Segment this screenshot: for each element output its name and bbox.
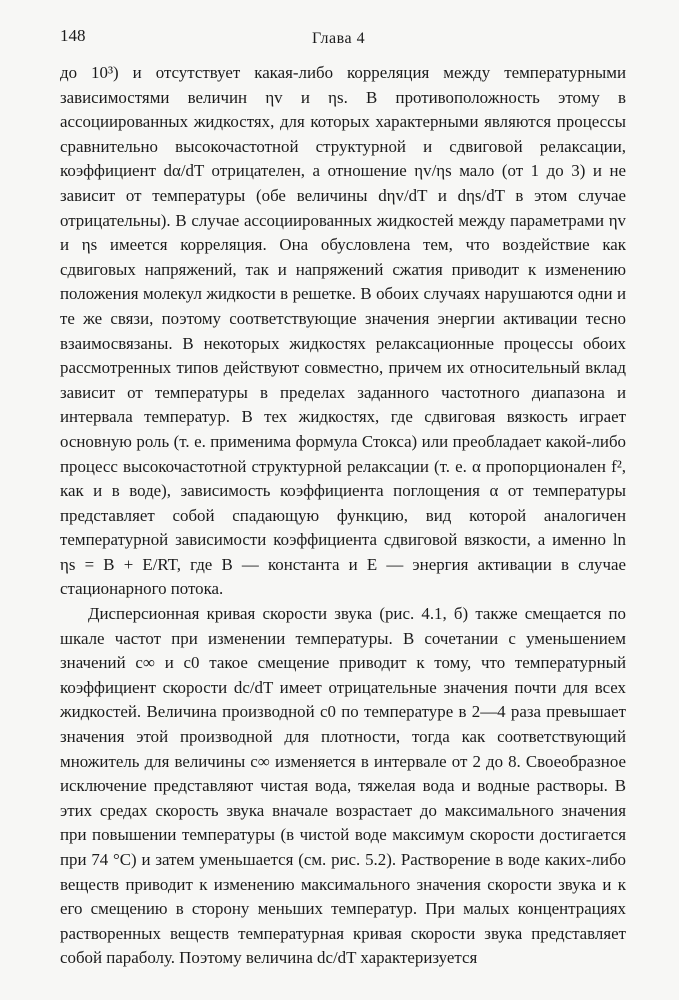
body-text	[60, 61, 626, 971]
paragraph-sound-velocity: Дисперсионная кривая скорости звука (рис. 4.1, б) также смещается по шкале частот при изменении температуры. В сочетании с уменьшением значений c∞ и c0 такое смещение приводит к тому, что температурный коэффициент скорости dc/dT имеет отрицательные значения почти для всех жидкостей. Величина производной c0 по температуре в 2—4 раза превышает значения этой производной для плотности, тогда как соответствующий множитель для величины c∞ изменяется в интервале от 2 до 8. Своеобразное исключение представляют чистая вода, тяжелая вода и водные растворы. В этих средах скорость звука вначале возрастает до максимального значения при повышении температуры (в чистой воде максимум скорости достигается при 74 °C) и затем уменьшается (см. рис. 5.2). Растворение в воде каких-либо веществ приводит к изменению максимального значения скорости звука и к его смещению в сторону меньших температур. При малых концентрациях растворенных веществ температурная кривая скорости звука представляет собой параболу. Поэтому величина dc/dT характеризуется	[60, 604, 626, 968]
page-number: 148	[60, 26, 86, 45]
paragraph-continued: до 10³) и отсутствует какая-либо корреляция между температурными зависимостями величин ηv и ηs. В противоположность этому в ассоциированных жидкостях, для которых характерными являются процессы сравнительно высокочастотной структурной и сдвиговой релаксации, коэффициент dα/dT отрицателен, а отношение ηv/ηs мало (от 1 до 3) и не зависит от температуры (обе величины dηv/dT и dηs/dT в этом случае отрицательны). В случае ассоциированных жидкостей между параметрами ηv и ηs имеется корреляция. Она обусловлена тем, что воздействие как сдвиговых напряжений, так и напряжений сжатия приводит к изменению положения молекул жидкости в решетке. В обоих случаях нарушаются одни и те же связи, поэтому соответствующие значения энергии активации тесно взаимосвязаны. В некоторых жидкостях релаксационные процессы обоих рассмотренных типов действуют совместно, причем их относительный вклад зависит от температуры в пределах заданного частотного диапазона и интервала температур. В тех жидкостях, где сдвиговая вязкость играет основную роль (т. е. применима формула Стокса) или преобладает какой-либо процесс высокочастотной структурной релаксации (т. е. α пропорционален f², как и в воде), зависимость коэффициента поглощения α от температуры представляет собой спадающую функцию, вид которой аналогичен температурной зависимости коэффициента сдвиговой вязкости, а именно ln ηs = B + E/RT, где B — константа и E — энергия активации в случае стационарного потока.	[60, 63, 626, 599]
running-head: Глава 4	[312, 30, 366, 47]
